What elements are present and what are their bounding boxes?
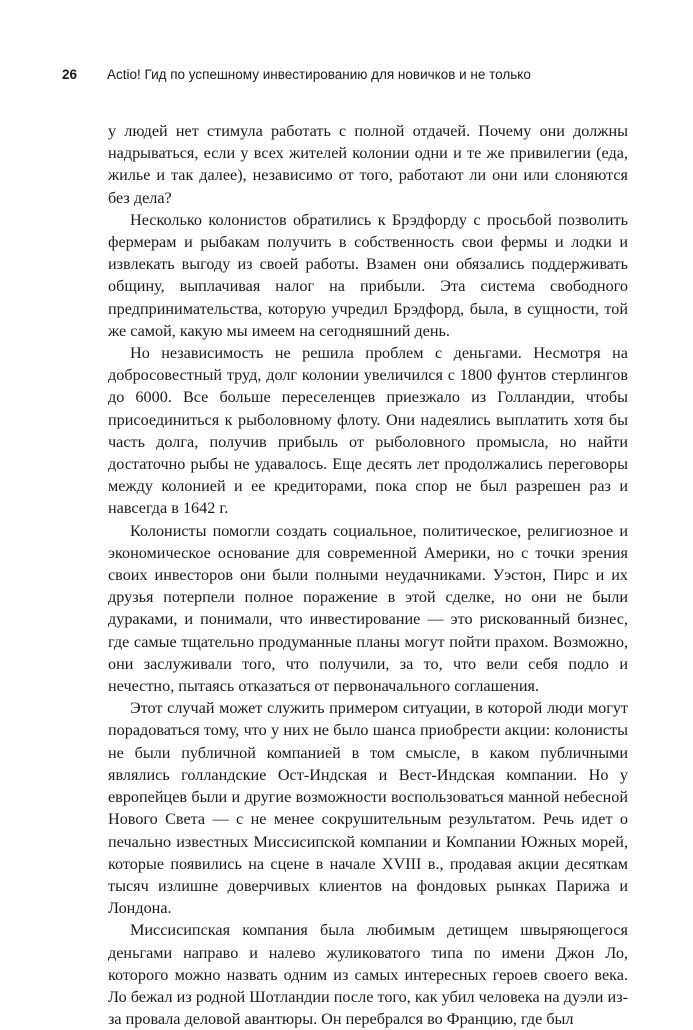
running-title: Actio! Гид по успешному инвестированию для новичков и не только — [107, 67, 531, 82]
paragraph-continued: у людей нет стимула работать с полной отдачей. Почему они должны надрываться, если у всех жителей колонии одни и те же привилегии (еда, жилье и так далее), независимо от того, работают ли они или слоняются без дела? — [108, 122, 628, 207]
paragraph: Несколько колонистов обратились к Брэдфорду с просьбой позволить фермерам и рыбакам получить в собственность свои фермы и лодки и извлекать выгоду из своей работы. Взамен они обязались поддерживать общину, выплачивая налог на прибыли. Эта система свободного предпринимательства, которую учредил Брэдфорд, была, в сущности, той же самой, какую мы имеем на сегодняшний день. — [108, 210, 628, 340]
body-text — [108, 120, 628, 1030]
paragraph: Этот случай может служить примером ситуации, в которой люди могут порадоваться тому, что у них не было шанса приобрести акции: колонисты не были публичной компанией в том смысле, в каком публичными являлись голландские Ост-Индская и Вест-Индская компании. Но у европейцев были и другие возможности воспользоваться манной небесной Нового Света — с не менее сокрушительным результатом. Речь идет о печально известных Миссисипской компании и Компании Южных морей, которые появились на сцене в начале XVIII в., продавая акции десяткам тысяч излишне доверчивых клиентов на фондовых рынках Парижа и Лондона. — [108, 699, 628, 918]
page-header — [62, 63, 632, 87]
paragraph: Колонисты помогли создать социальное, политическое, религиозное и экономическое основание для современной Америки, но с точки зрения своих инвесторов они были полными неудачниками. Уэстон, Пирс и их друзья потерпели полное поражение в этой сделке, но они не были дураками, и понимали, что инвестирование — это рискованный бизнес, где самые тщательно продуманные планы могут пойти прахом. Возможно, они заслуживали того, что получили, за то, что вели себя подло и нечестно, пытаясь отказаться от первоначального соглашения. — [108, 521, 628, 696]
page-number: 26 — [62, 67, 78, 82]
paragraph: Но независимость не решила проблем с деньгами. Несмотря на добросовестный труд, долг колонии увеличился с 1800 фунтов стерлингов до 6000. Все больше переселенцев приезжало из Голландии, чтобы присоединиться к рыболовному флоту. Они надеялись выплатить хотя бы часть долга, получив прибыль от рыболовного промысла, но найти достаточно рыбы не удавалось. Еще десять лет продолжались переговоры между колонией и ее кредиторами, пока спор не был разрешен раз и навсегда в 1642 г. — [108, 344, 628, 518]
paragraph: Миссисипская компания была любимым детищем швыряющегося деньгами направо и налево жуликоватого типа по имени Джон Ло, которого можно назвать одним из самых интересных героев своего века. Ло бежал из родной Шотландии после того, как убил человека на дуэли из-за провала деловой авантюры. Он перебрался во Францию, где был — [108, 921, 628, 1029]
